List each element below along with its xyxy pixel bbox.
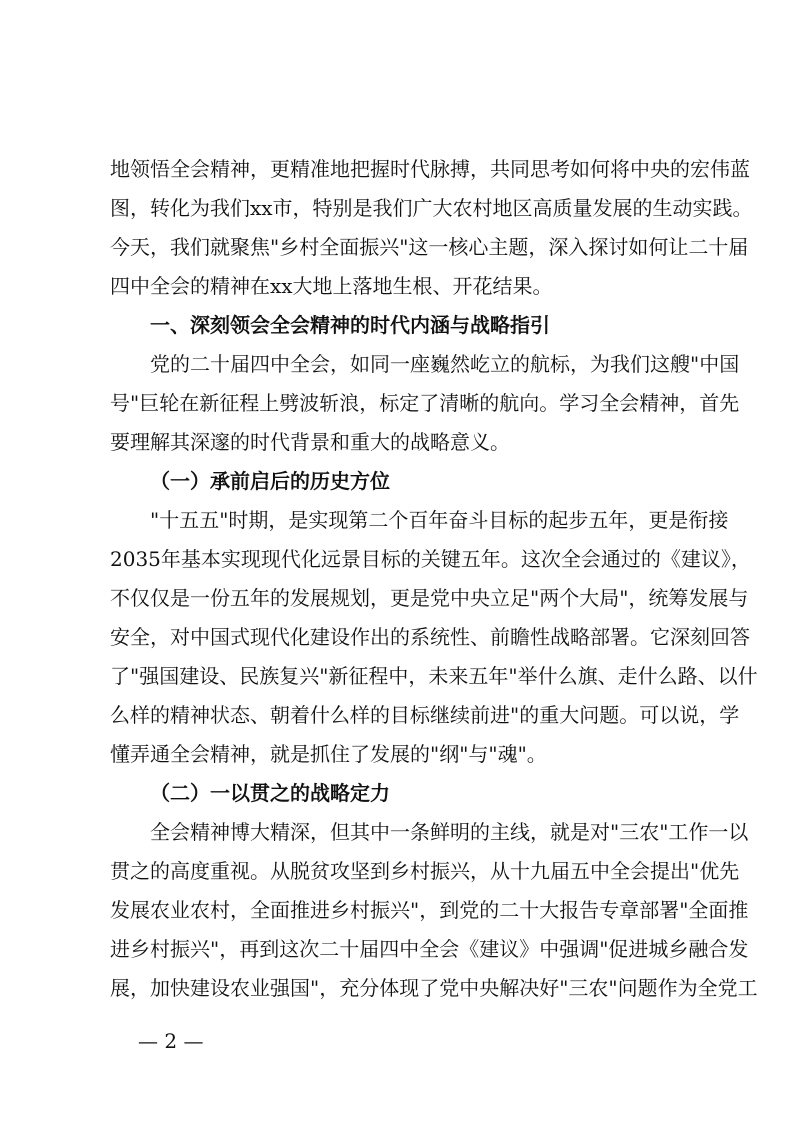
body-text-line: 了"强国建设、民族复兴"新征程中，未来五年"举什么旗、走什么路、以什 <box>110 664 758 688</box>
body-text-line: 展，加快建设农业强国"，充分体现了党中央解决好"三农"问题作为全党工 <box>110 976 758 1000</box>
body-text-line: 安全，对中国式现代化建设作出的系统性、前瞻性战略部署。它深刻回答 <box>110 625 750 649</box>
body-text-line: 贯之的高度重视。从脱贫攻坚到乡村振兴，从十九届五中全会提出"优先 <box>110 859 740 883</box>
body-text-line: 么样的精神状态、朝着什么样的目标继续前进"的重大问题。可以说，学 <box>110 703 740 727</box>
body-text-line: 四中全会的精神在xx大地上落地生根、开花结果。 <box>110 274 553 298</box>
body-text-line: 全会精神博大精深，但其中一条鲜明的主线，就是对"三农"工作一以 <box>150 820 749 844</box>
body-text-line: 不仅仅是一份五年的发展规划，更是党中央立足"两个大局"，统筹发展与 <box>110 586 749 610</box>
page-number: — 2 — <box>138 1029 204 1053</box>
body-text-line: 今天，我们就聚焦"乡村全面振兴"这一核心主题，深入探讨如何让二十届 <box>110 235 749 259</box>
subsection-heading: （二）一以贯之的战略定力 <box>150 781 390 805</box>
body-text-line: 懂弄通全会精神，就是抓住了发展的"纲"与"魂"。 <box>110 742 547 766</box>
subsection-heading: （一）承前启后的历史方位 <box>150 469 390 493</box>
body-text-line: 地领悟全会精神，更精准地把握时代脉搏，共同思考如何将中央的宏伟蓝 <box>110 157 750 181</box>
body-text-line: 党的二十届四中全会，如同一座巍然屹立的航标，为我们这艘"中国 <box>150 352 740 376</box>
section-heading: 一、深刻领会全会精神的时代内涵与战略指引 <box>150 313 550 337</box>
body-text-line: 号"巨轮在新征程上劈波斩浪，标定了清晰的航向。学习全会精神，首先 <box>110 391 740 415</box>
body-text-line: 要理解其深邃的时代背景和重大的战略意义。 <box>110 430 510 454</box>
body-text-line: "十五五"时期，是实现第二个百年奋斗目标的起步五年，更是衔接 <box>150 508 729 532</box>
body-text-line: 图，转化为我们xx市，特别是我们广大农村地区高质量发展的生动实践。 <box>110 196 753 220</box>
body-text-line: 进乡村振兴"，再到这次二十届四中全会《建议》中强调"促进城乡融合发 <box>110 937 749 961</box>
body-text-line: 发展农业农村，全面推进乡村振兴"，到党的二十大报告专章部署"全面推 <box>110 898 749 922</box>
document-body <box>110 150 758 1008</box>
body-text-line: 2035年基本实现现代化远景目标的关键五年。这次全会通过的《建议》， <box>110 547 751 571</box>
